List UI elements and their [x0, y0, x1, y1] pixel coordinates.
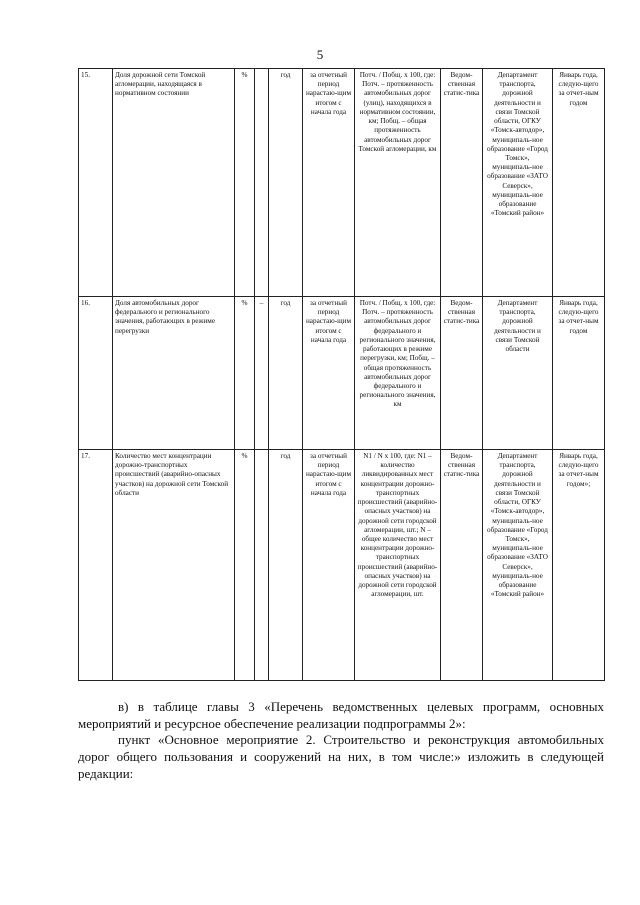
amendment-paragraph: в) в таблице главы 3 «Перечень ведомственных целевых программ, основных мероприятий и ресурсное обеспечение реализации подпрограммы 2»: [78, 699, 604, 731]
deadline-cell: Январь года, следую-щего за отчет-ным годом [553, 69, 605, 297]
unit-cell: % [235, 450, 255, 681]
period-cell: за отчетный период нарастаю-щим итогом с начала года [303, 297, 355, 450]
dash-cell [255, 69, 269, 297]
table-row [79, 450, 605, 681]
table-row [79, 297, 605, 450]
dash-cell: – [255, 297, 269, 450]
formula-cell: N1 / N х 100, где: N1 – количество ликвидированных мест концентрации дорожно-транспортных происшествий (аварийно-опасных участков) на дорожной сети городской агломерации, шт.; N – общее количество мест концентрации дорожно-транспортных происшествий (аварийно-опасных участков) на дорожной сети городской агломерации, шт. [355, 450, 441, 681]
responsible-cell: Департамент транспорта, дорожной деятельности и связи Томской области, ОГКУ «Томск-автодор», муниципаль-ное образование «Город Томск», муниципаль-ное образование «ЗАТО Северск», муниципаль-ное образование «Томский район» [483, 69, 553, 297]
unit-cell: % [235, 69, 255, 297]
table-row [79, 69, 605, 297]
indicator-name: Доля автомобильных дорог федерального и регионального значения, работающих в режиме перегрузки [113, 297, 235, 450]
deadline-cell: Январь года, следую-щего за отчет-ным годом»; [553, 450, 605, 681]
indicator-name: Количество мест концентрации дорожно-транспортных происшествий (аварийно-опасных участков) на дорожной сети Томской области [113, 450, 235, 681]
indicators-table [78, 68, 605, 681]
page-number: 5 [316, 47, 324, 62]
formula-cell: Потч. / Побщ. х 100, где: Потч. – протяженность автомобильных дорог (улиц), находящихся в нормативном состоянии, км; Побщ. – общая протяженность автомобильных дорог Томской агломерации, км [355, 69, 441, 297]
row-number: 17. [79, 450, 113, 681]
source-cell: Ведом-ственная статис-тика [441, 450, 483, 681]
responsible-cell: Департамент транспорта, дорожной деятельности и связи Томской области, ОГКУ «Томск-автодор», муниципаль-ное образование «Город Томск», муниципаль-ное образование «ЗАТО Северск», муниципаль-ное образование «Томский район» [483, 450, 553, 681]
source-cell: Ведом-ственная статис-тика [441, 69, 483, 297]
responsible-cell: Департамент транспорта, дорожной деятельности и связи Томской области [483, 297, 553, 450]
row-number: 16. [79, 297, 113, 450]
row-number: 15. [79, 69, 113, 297]
frequency-cell: год [269, 450, 303, 681]
frequency-cell: год [269, 297, 303, 450]
period-cell: за отчетный период нарастаю-щим итогом с начала года [303, 69, 355, 297]
dash-cell [255, 450, 269, 681]
formula-cell: Потч. / Побщ. х 100, где: Потч. – протяженность автомобильных дорог федерального и регионального значения, работающих в режиме перегрузки, км; Побщ. – общая протяженность автомобильных дорог федерального и регионального значения, км [355, 297, 441, 450]
source-cell: Ведом-ственная статис-тика [441, 297, 483, 450]
period-cell: за отчетный период нарастаю-щим итогом с начала года [303, 450, 355, 681]
unit-cell: % [235, 297, 255, 450]
frequency-cell: год [269, 69, 303, 297]
deadline-cell: Январь года, следую-щего за отчет-ным годом [553, 297, 605, 450]
indicator-name: Доля дорожной сети Томской агломерации, находящаяся в нормативном состоянии [113, 69, 235, 297]
amendment-paragraph: пункт «Основное мероприятие 2. Строительство и реконструкция автомобильных дорог общего пользования и сооружений на них, в том числе:» изложить в следующей редакции: [78, 732, 604, 781]
